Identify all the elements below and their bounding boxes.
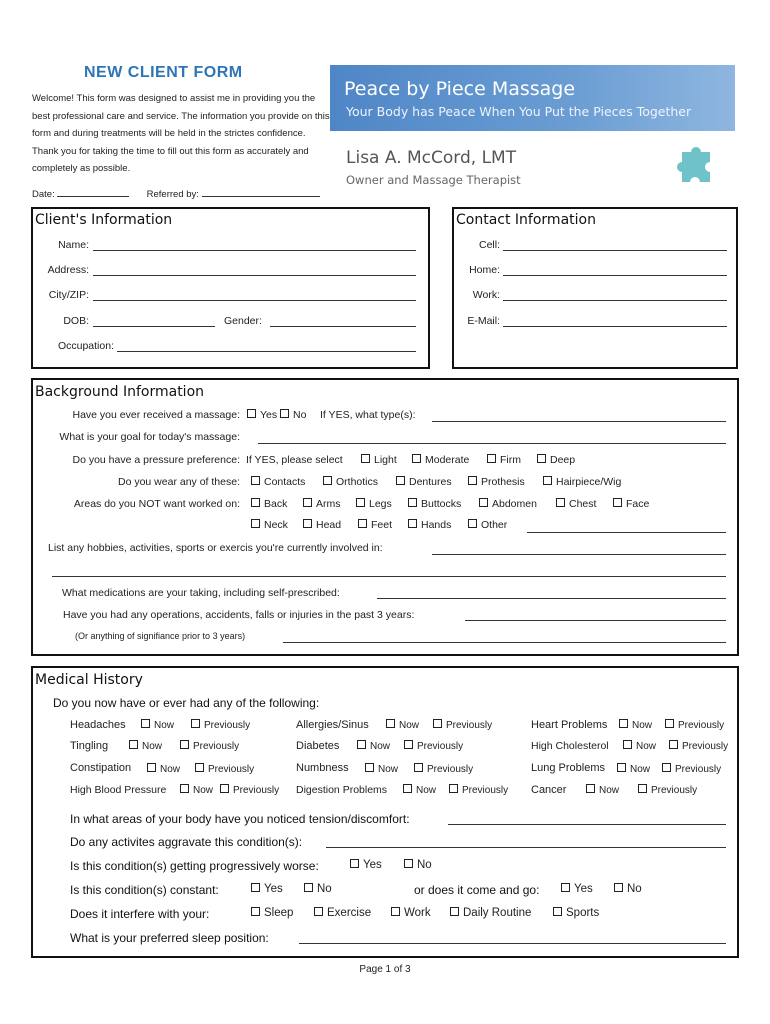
- constant-question: Is this condition(s) constant:: [70, 883, 219, 897]
- numbness-now[interactable]: [365, 763, 398, 775]
- option-label: Neck: [264, 519, 288, 531]
- option-label: Daily Routine: [463, 907, 532, 919]
- checkbox[interactable]: [412, 454, 421, 463]
- interfere-option-exercise[interactable]: [314, 907, 371, 919]
- date-referred-line: [32, 186, 320, 200]
- contact-info-box: [452, 207, 738, 369]
- area-option-abdomen[interactable]: [479, 498, 537, 510]
- checkbox[interactable]: [303, 498, 312, 507]
- checkbox[interactable]: [358, 519, 367, 528]
- wear-question: Do you wear any of these:: [118, 476, 240, 488]
- checkbox[interactable]: [251, 907, 260, 916]
- previously-label: Previously: [193, 741, 240, 752]
- client-info-title: Client's Information: [35, 212, 173, 228]
- cancer-now[interactable]: [586, 784, 619, 796]
- area-option-feet[interactable]: [358, 519, 392, 531]
- hobbies-field-1[interactable]: [432, 554, 726, 555]
- address-field[interactable]: [93, 275, 416, 276]
- pressure-question: Do you have a pressure preference:: [72, 454, 240, 466]
- no-label: No: [627, 883, 642, 895]
- background-info-title: Background Information: [35, 384, 205, 400]
- checkbox[interactable]: [365, 763, 374, 772]
- now-label: Now: [160, 764, 181, 775]
- checkbox[interactable]: [537, 454, 546, 463]
- checkbox[interactable]: [280, 409, 289, 418]
- heart-now[interactable]: [619, 719, 652, 731]
- checkbox[interactable]: [251, 883, 260, 892]
- cholesterol-previously[interactable]: [669, 740, 728, 752]
- checkbox[interactable]: [638, 784, 647, 793]
- checkbox[interactable]: [613, 498, 622, 507]
- area-option-arms[interactable]: [303, 498, 341, 510]
- aggravate-field[interactable]: [326, 847, 726, 848]
- checkbox[interactable]: [303, 519, 312, 528]
- option-label: Hairpiece/Wig: [556, 476, 622, 488]
- checkbox[interactable]: [391, 907, 400, 916]
- now-label: Now: [630, 764, 651, 775]
- option-label: Hands: [421, 519, 452, 531]
- previously-label: Previously: [204, 720, 251, 731]
- checkbox[interactable]: [468, 519, 477, 528]
- option-label: Sports: [566, 907, 600, 919]
- cityzip-label: City/ZIP:: [48, 289, 89, 301]
- checkbox[interactable]: [556, 498, 565, 507]
- brand-tagline: Your Body has Peace When You Put the Pieces Together: [346, 104, 692, 119]
- option-label: Prothesis: [481, 476, 525, 488]
- owner-role: Owner and Massage Therapist: [346, 173, 521, 187]
- checkbox[interactable]: [433, 719, 442, 728]
- hbp-previously[interactable]: [220, 784, 279, 796]
- occupation-field[interactable]: [117, 351, 416, 352]
- cancer-previously[interactable]: [638, 784, 697, 796]
- checkbox[interactable]: [553, 907, 562, 916]
- gender-field[interactable]: [270, 326, 416, 327]
- option-label: Buttocks: [421, 498, 462, 510]
- condition-tingling: Tingling: [70, 740, 109, 752]
- checkbox[interactable]: [665, 719, 674, 728]
- now-label: Now: [599, 785, 620, 796]
- wear-option-hairpiece[interactable]: [543, 476, 621, 488]
- option-label: Firm: [500, 454, 521, 466]
- condition-headaches: Headaches: [70, 719, 126, 731]
- form-title: NEW CLIENT FORM: [84, 64, 243, 81]
- headaches-previously[interactable]: [191, 719, 250, 731]
- option-label: Exercise: [327, 907, 372, 919]
- checkbox[interactable]: [129, 740, 138, 749]
- tingling-now[interactable]: [129, 740, 162, 752]
- operations-note-field[interactable]: [283, 642, 726, 643]
- area-option-face[interactable]: [613, 498, 649, 510]
- interfere-option-sleep[interactable]: [251, 907, 293, 919]
- checkbox[interactable]: [662, 763, 671, 772]
- wear-option-orthotics[interactable]: [323, 476, 378, 488]
- checkbox[interactable]: [147, 763, 156, 772]
- area-option-hands[interactable]: [408, 519, 451, 531]
- checkbox[interactable]: [361, 454, 370, 463]
- comego-question: or does it come and go:: [414, 883, 540, 897]
- now-label: Now: [154, 720, 175, 731]
- checkbox[interactable]: [479, 498, 488, 507]
- allergies-now[interactable]: [386, 719, 419, 731]
- now-label: Now: [399, 720, 420, 731]
- yes-label: Yes: [260, 409, 278, 421]
- option-label: Sleep: [264, 907, 294, 919]
- intro-text: Welcome! This form was designed to assist me in providing you the best professional care and service. The information you provide on this form and during treatments will be held in the strictes confidence. Thank you for taking the time to fill out this form as accurately and completely as possible.: [32, 93, 330, 174]
- previously-label: Previously: [233, 785, 280, 796]
- option-label: Light: [374, 454, 397, 466]
- previously-label: Previously: [427, 764, 474, 775]
- operations-note: (Or anything of signifiance prior to 3 years): [75, 631, 246, 641]
- checkbox[interactable]: [623, 740, 632, 749]
- checkbox[interactable]: [449, 784, 458, 793]
- lung-previously[interactable]: [662, 763, 721, 775]
- checkbox[interactable]: [180, 740, 189, 749]
- checkbox[interactable]: [561, 883, 570, 892]
- lung-now[interactable]: [617, 763, 650, 775]
- work-label: Work:: [472, 289, 500, 301]
- checkbox[interactable]: [357, 740, 366, 749]
- date-label: Date:: [32, 189, 55, 200]
- area-option-head[interactable]: [303, 519, 341, 531]
- checkbox[interactable]: [141, 719, 150, 728]
- hobbies-label: List any hobbies, activities, sports or exercis you're currently involved in:: [48, 542, 383, 554]
- yes-label: Yes: [264, 883, 283, 895]
- checkbox[interactable]: [404, 859, 413, 868]
- email-label: E-Mail:: [467, 315, 500, 327]
- goal-field[interactable]: [258, 443, 726, 444]
- diabetes-previously[interactable]: [404, 740, 463, 752]
- worse-yes-option[interactable]: [350, 859, 382, 871]
- checkbox[interactable]: [403, 784, 412, 793]
- work-field[interactable]: [503, 300, 727, 301]
- condition-allergies: Allergies/Sinus: [296, 719, 369, 731]
- worse-question: Is this condition(s) getting progressively worse:: [70, 859, 319, 873]
- area-option-back[interactable]: [251, 498, 287, 510]
- cityzip-field[interactable]: [93, 300, 416, 301]
- previously-label: Previously: [678, 720, 725, 731]
- heart-previously[interactable]: [665, 719, 724, 731]
- hobbies-field-2[interactable]: [52, 576, 726, 577]
- no-label: No: [417, 859, 432, 871]
- medical-intro: Do you now have or ever had any of the following:: [53, 696, 320, 710]
- option-label: Moderate: [425, 454, 470, 466]
- option-label: Feet: [371, 519, 393, 531]
- previously-label: Previously: [651, 785, 698, 796]
- massage-no-option[interactable]: [280, 409, 306, 421]
- now-label: Now: [416, 785, 437, 796]
- comego-no-option[interactable]: [614, 883, 642, 895]
- wear-option-contacts[interactable]: [251, 476, 305, 488]
- checkbox[interactable]: [220, 784, 229, 793]
- dob-label: DOB:: [63, 315, 89, 327]
- gender-label: Gender:: [224, 315, 262, 327]
- checkbox[interactable]: [617, 763, 626, 772]
- sleep-question: What is your preferred sleep position:: [70, 931, 269, 945]
- now-label: Now: [370, 741, 391, 752]
- medications-field[interactable]: [377, 598, 726, 599]
- worse-no-option[interactable]: [404, 859, 432, 871]
- interfere-option-work[interactable]: [391, 907, 431, 919]
- checkbox[interactable]: [251, 519, 260, 528]
- option-label: Other: [481, 519, 508, 531]
- allergies-previously[interactable]: [433, 719, 492, 731]
- option-label: Dentures: [409, 476, 452, 488]
- contact-info-title: Contact Information: [456, 212, 596, 228]
- page-number: Page 1 of 3: [359, 964, 411, 975]
- pressure-option-moderate[interactable]: [412, 454, 469, 466]
- areas-question: Areas do you NOT want worked on:: [73, 498, 240, 510]
- area-option-buttocks[interactable]: [408, 498, 461, 510]
- checkbox[interactable]: [396, 476, 405, 485]
- condition-lung: Lung Problems: [531, 762, 605, 774]
- referred-field[interactable]: [202, 186, 320, 197]
- condition-diabetes: Diabetes: [296, 740, 340, 752]
- now-label: Now: [378, 764, 399, 775]
- previously-label: Previously: [417, 741, 464, 752]
- now-label: Now: [632, 720, 653, 731]
- previously-label: Previously: [446, 720, 493, 731]
- no-label: No: [317, 883, 332, 895]
- numbness-previously[interactable]: [414, 763, 473, 775]
- checkbox[interactable]: [180, 784, 189, 793]
- area-option-neck[interactable]: [251, 519, 288, 531]
- constipation-previously[interactable]: [195, 763, 254, 775]
- yes-label: Yes: [363, 859, 382, 871]
- medical-history-title: Medical History: [35, 672, 143, 688]
- area-option-chest[interactable]: [556, 498, 596, 510]
- interfere-question: Does it interfere with your:: [70, 907, 210, 921]
- checkbox[interactable]: [669, 740, 678, 749]
- previously-label: Previously: [462, 785, 509, 796]
- massage-type-field[interactable]: [432, 421, 726, 422]
- checkbox[interactable]: [304, 883, 313, 892]
- area-option-legs[interactable]: [356, 498, 392, 510]
- aggravate-question: Do any activites aggravate this condition(s):: [70, 835, 303, 849]
- condition-numbness: Numbness: [296, 762, 349, 774]
- digestion-previously[interactable]: [449, 784, 508, 796]
- name-label: Name:: [58, 239, 89, 251]
- operations-field[interactable]: [465, 620, 726, 621]
- checkbox[interactable]: [386, 719, 395, 728]
- condition-digestion: Digestion Problems: [296, 784, 388, 796]
- checkbox[interactable]: [404, 740, 413, 749]
- tension-field[interactable]: [448, 824, 726, 825]
- checkbox[interactable]: [450, 907, 459, 916]
- checkbox[interactable]: [614, 883, 623, 892]
- address-label: Address:: [47, 264, 89, 276]
- option-label: Arms: [316, 498, 341, 510]
- constant-no-option[interactable]: [304, 883, 332, 895]
- diabetes-now[interactable]: [357, 740, 390, 752]
- checkbox[interactable]: [323, 476, 332, 485]
- condition-heart: Heart Problems: [531, 719, 608, 731]
- no-label: No: [293, 409, 307, 421]
- brand-name: Peace by Piece Massage: [344, 78, 576, 100]
- cell-field[interactable]: [503, 250, 727, 251]
- checkbox[interactable]: [619, 719, 628, 728]
- checkbox[interactable]: [586, 784, 595, 793]
- occupation-label: Occupation:: [57, 340, 114, 352]
- option-label: Work: [404, 907, 431, 919]
- name-field[interactable]: [93, 250, 416, 251]
- interfere-option-daily-routine[interactable]: [450, 907, 531, 919]
- option-label: Orthotics: [336, 476, 379, 488]
- area-option-other[interactable]: [468, 519, 507, 531]
- cholesterol-now[interactable]: [623, 740, 656, 752]
- puzzle-piece-icon: [670, 138, 722, 190]
- area-other-field[interactable]: [527, 532, 726, 533]
- pressure-option-firm[interactable]: [487, 454, 521, 466]
- option-label: Contacts: [264, 476, 306, 488]
- massage-type-label: If YES, what type(s):: [320, 409, 416, 421]
- condition-cancer: Cancer: [531, 784, 567, 796]
- massage-question: Have you ever received a massage:: [72, 409, 240, 421]
- pressure-hint: If YES, please select: [246, 454, 343, 466]
- constipation-now[interactable]: [147, 763, 180, 775]
- wear-option-prothesis[interactable]: [468, 476, 525, 488]
- checkbox[interactable]: [468, 476, 477, 485]
- headaches-now[interactable]: [141, 719, 174, 731]
- constant-yes-option[interactable]: [251, 883, 283, 895]
- checkbox[interactable]: [487, 454, 496, 463]
- yes-label: Yes: [574, 883, 593, 895]
- checkbox[interactable]: [251, 498, 260, 507]
- checkbox[interactable]: [408, 519, 417, 528]
- option-label: Face: [626, 498, 650, 510]
- comego-yes-option[interactable]: [561, 883, 593, 895]
- email-field[interactable]: [503, 326, 727, 327]
- checkbox[interactable]: [195, 763, 204, 772]
- condition-cholesterol: High Cholesterol: [531, 740, 609, 752]
- cell-label: Cell:: [478, 239, 500, 251]
- checkbox[interactable]: [356, 498, 365, 507]
- condition-constipation: Constipation: [70, 762, 132, 774]
- previously-label: Previously: [682, 741, 729, 752]
- pressure-option-light[interactable]: [361, 454, 397, 466]
- checkbox[interactable]: [251, 476, 260, 485]
- checkbox[interactable]: [350, 859, 359, 868]
- option-label: Chest: [569, 498, 597, 510]
- medications-label: What medications are your taking, including self-prescribed:: [62, 587, 340, 599]
- tingling-previously[interactable]: [180, 740, 239, 752]
- option-label: Deep: [550, 454, 576, 466]
- now-label: Now: [636, 741, 657, 752]
- checkbox[interactable]: [408, 498, 417, 507]
- sleep-field[interactable]: [299, 943, 726, 944]
- pressure-option-deep[interactable]: [537, 454, 575, 466]
- referred-label: Referred by:: [146, 189, 199, 200]
- option-label: Head: [316, 519, 342, 531]
- checkbox[interactable]: [247, 409, 256, 418]
- option-label: Abdomen: [492, 498, 537, 510]
- now-label: Now: [142, 741, 163, 752]
- owner-name: Lisa A. McCord, LMT: [346, 148, 517, 168]
- interfere-option-sports[interactable]: [553, 907, 599, 919]
- checkbox[interactable]: [314, 907, 323, 916]
- operations-label: Have you had any operations, accidents, falls or injuries in the past 3 years:: [63, 609, 415, 621]
- option-label: Legs: [369, 498, 392, 510]
- dob-field[interactable]: [93, 326, 215, 327]
- tension-question: In what areas of your body have you noticed tension/discomfort:: [70, 812, 410, 826]
- massage-yes-option[interactable]: [247, 409, 277, 421]
- digestion-now[interactable]: [403, 784, 436, 796]
- date-field[interactable]: [57, 186, 129, 197]
- goal-label: What is your goal for today's massage:: [59, 431, 240, 443]
- option-label: Back: [264, 498, 288, 510]
- checkbox[interactable]: [414, 763, 423, 772]
- condition-high-blood-pressure: High Blood Pressure: [70, 784, 167, 796]
- home-field[interactable]: [503, 275, 727, 276]
- now-label: Now: [193, 785, 214, 796]
- wear-option-dentures[interactable]: [396, 476, 452, 488]
- hbp-now[interactable]: [180, 784, 213, 796]
- home-label: Home:: [469, 264, 500, 276]
- checkbox[interactable]: [543, 476, 552, 485]
- checkbox[interactable]: [191, 719, 200, 728]
- previously-label: Previously: [675, 764, 722, 775]
- previously-label: Previously: [208, 764, 255, 775]
